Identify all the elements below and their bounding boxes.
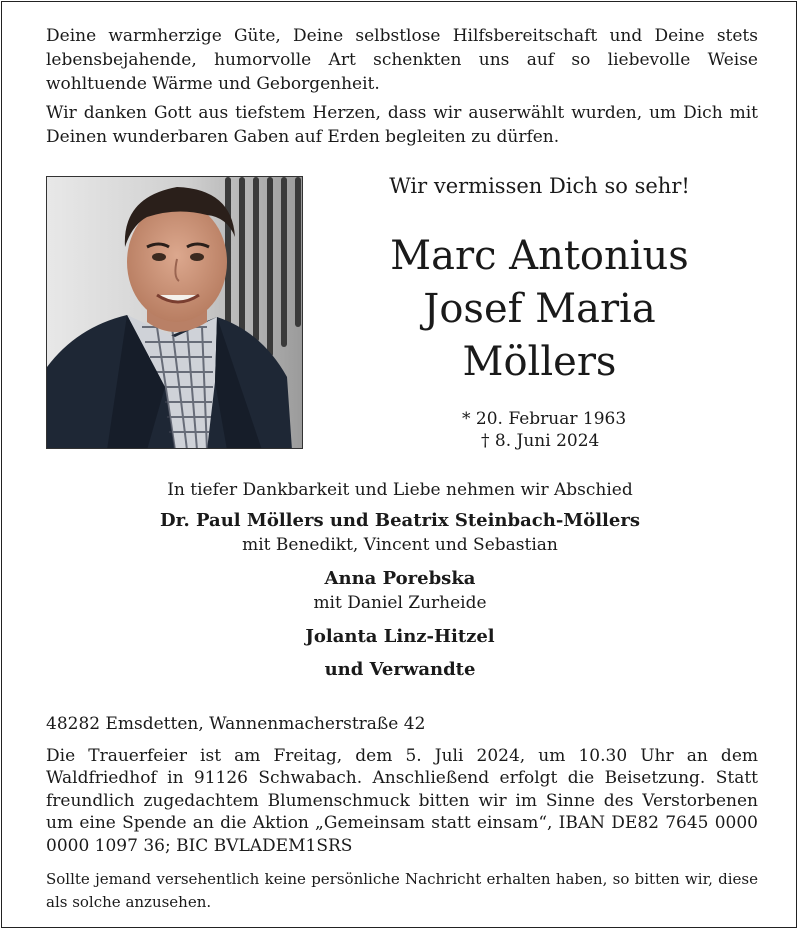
intro-paragraph-1: Deine warmherzige Güte, Deine selbstlose Hilfsbereitschaft und Deine stets lebensbejahende, humorvolle Art schenkten uns auf so liebevolle Weise wohltuende Wärme und Geborgenheit.: [46, 26, 758, 94]
portrait-photo: [46, 176, 303, 449]
mourner-family-2: Anna Porebska: [324, 568, 476, 589]
name-line-3: Möllers: [462, 339, 617, 385]
birth-date: * 20. Februar 1963: [462, 409, 627, 429]
death-date: † 8. Juni 2024: [481, 431, 600, 451]
farewell-intro: In tiefer Dankbarkeit und Liebe nehmen wir Abschied: [167, 480, 633, 500]
mourner-family-1-members: mit Benedikt, Vincent und Sebastian: [242, 535, 558, 555]
mourner-relatives: und Verwandte: [324, 659, 476, 680]
life-dates: [462, 408, 626, 452]
mourner-family-2-members: mit Daniel Zurheide: [313, 593, 487, 613]
mourner-family-3: Jolanta Linz-Hitzel: [305, 626, 495, 647]
intro-paragraph-2: Wir danken Gott aus tiefstem Herzen, dass wir auserwählt wurden, um Dich mit Deinen wunderbaren Gaben auf Erden begleiten zu dürfen.: [46, 103, 758, 147]
mourning-address: 48282 Emsdetten, Wannenmacherstraße 42: [46, 714, 426, 734]
notice-footnote: Sollte jemand versehentlich keine persönliche Nachricht erhalten haben, so bitten wir, diese als solche anzusehen.: [46, 870, 758, 911]
mourner-family-1: Dr. Paul Möllers und Beatrix Steinbach-Möllers: [160, 510, 640, 531]
obituary-frame: [1, 1, 797, 928]
name-line-1: Marc Antonius: [390, 233, 689, 279]
miss-you-line: Wir vermissen Dich so sehr!: [389, 174, 690, 198]
funeral-service-info: Die Trauerfeier ist am Freitag, dem 5. Juli 2024, um 10.30 Uhr an dem Waldfriedhof in 91126 Schwabach. Anschließend erfolgt die Beisetzung. Statt freundlich zugedachtem Blumenschmuck bitten wir im Sinne des Verstorbenen um eine Spende an die Aktion „Gemeinsam statt einsam“, IBAN DE82 7645 0000 0000 1097 36; BIC BVLADEM1SRS: [46, 746, 758, 856]
name-line-2: Josef Maria: [423, 286, 656, 332]
deceased-name: [312, 230, 767, 389]
